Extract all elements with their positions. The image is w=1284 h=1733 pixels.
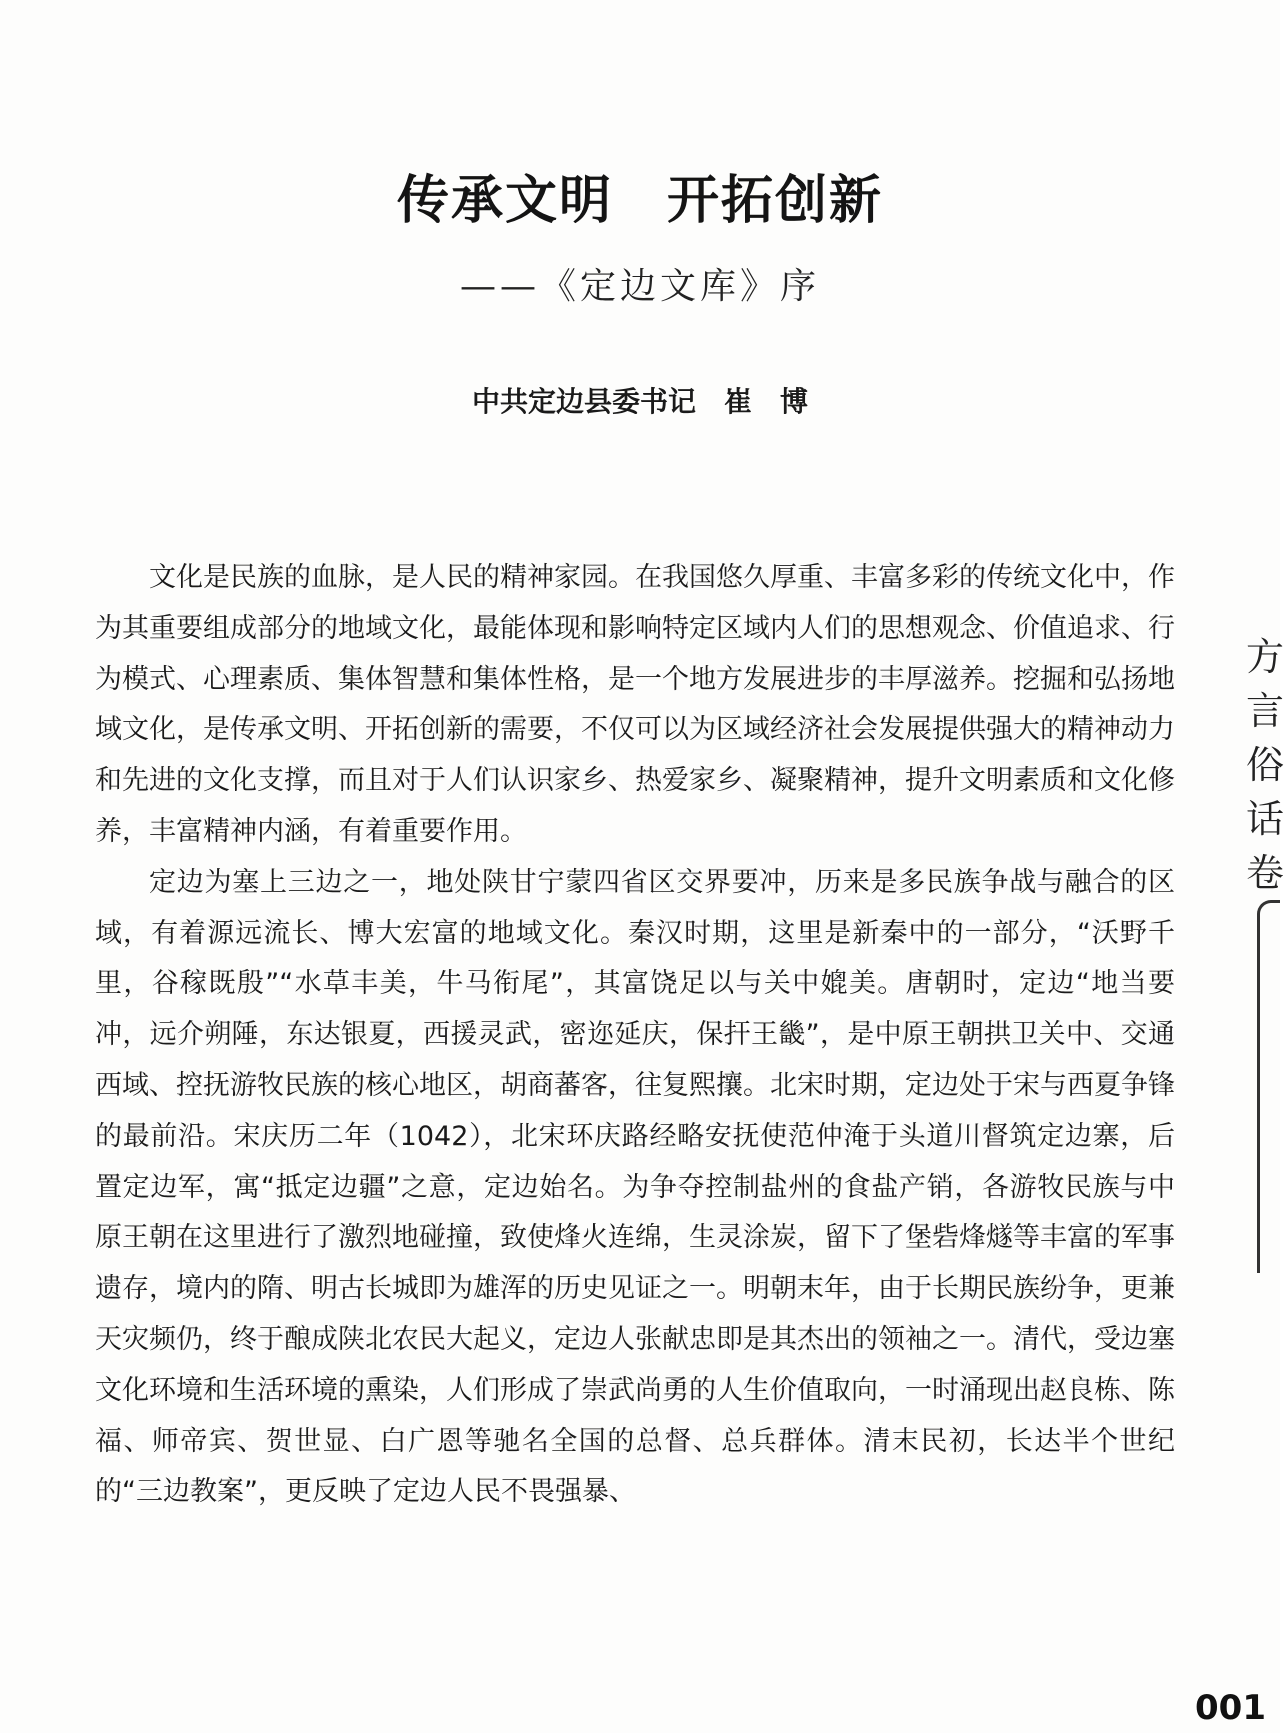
side-section-tab: 方 言 俗 话 卷 [1246, 635, 1284, 895]
page-title: 传承文明 开拓创新 [396, 170, 883, 231]
paragraph: 文化是民族的血脉，是人民的精神家园。在我国悠久厚重、丰富多彩的传统文化中，作为其重要组成部分的地域文化，最能体现和影响特定区域内人们的思想观念、价值追求、行为模式、心理素质、集体智慧和集体性格，是一个地方发展进步的丰厚滋养。挖掘和弘扬地域文化，是传承文明、开拓创新的需要，不仅可以为区域经济社会发展提供强大的精神动力和先进的文化支撑，而且对于人们认识家乡、热爱家乡、凝聚精神，提升文明素质和文化修养，丰富精神内涵，有着重要作用。 [95, 562, 1175, 847]
page-number: 001 [1195, 1688, 1266, 1728]
body-text [95, 553, 1175, 1518]
side-tab-border [1257, 900, 1280, 1273]
page-subtitle: ——《定边文库》序 [459, 266, 820, 307]
author-line: 中共定边县委书记 崔 博 [471, 385, 808, 418]
paragraph: 定边为塞上三边之一，地处陕甘宁蒙四省区交界要冲，历来是多民族争战与融合的区域，有着源远流长、博大宏富的地域文化。秦汉时期，这里是新秦中的一部分，“沃野千里，谷稼既殷”“水草丰美，牛马衔尾”，其富饶足以与关中媲美。唐朝时，定边“地当要冲，远介朔陲，东达银夏，西援灵武，密迩延庆，保扞王畿”，是中原王朝拱卫关中、交通西域、控抚游牧民族的核心地区，胡商蕃客，往复熙攘。北宋时期，定边处于宋与西夏争锋的最前沿。宋庆历二年（1042），北宋环庆路经略安抚使范仲淹于头道川督筑定边寨，后置定边军，寓“抵定边疆”之意，定边始名。为争夺控制盐州的食盐产销，各游牧民族与中原王朝在这里进行了激烈地碰撞，致使烽火连绵，生灵涂炭，留下了堡砦烽燧等丰富的军事遗存，境内的隋、明古长城即为雄浑的历史见证之一。明朝末年，由于长期民族纷争，更兼天灾频仍，终于酿成陕北农民大起义，定边人张献忠即是其杰出的领袖之一。清代，受边塞文化环境和生活环境的熏染，人们形成了崇武尚勇的人生价值取向，一时涌现出赵良栋、陈福、师帝宾、贺世显、白广恩等驰名全国的总督、总兵群体。清末民初，长达半个世纪的“三边教案”，更反映了定边人民不畏强暴、 [95, 866, 1175, 1508]
